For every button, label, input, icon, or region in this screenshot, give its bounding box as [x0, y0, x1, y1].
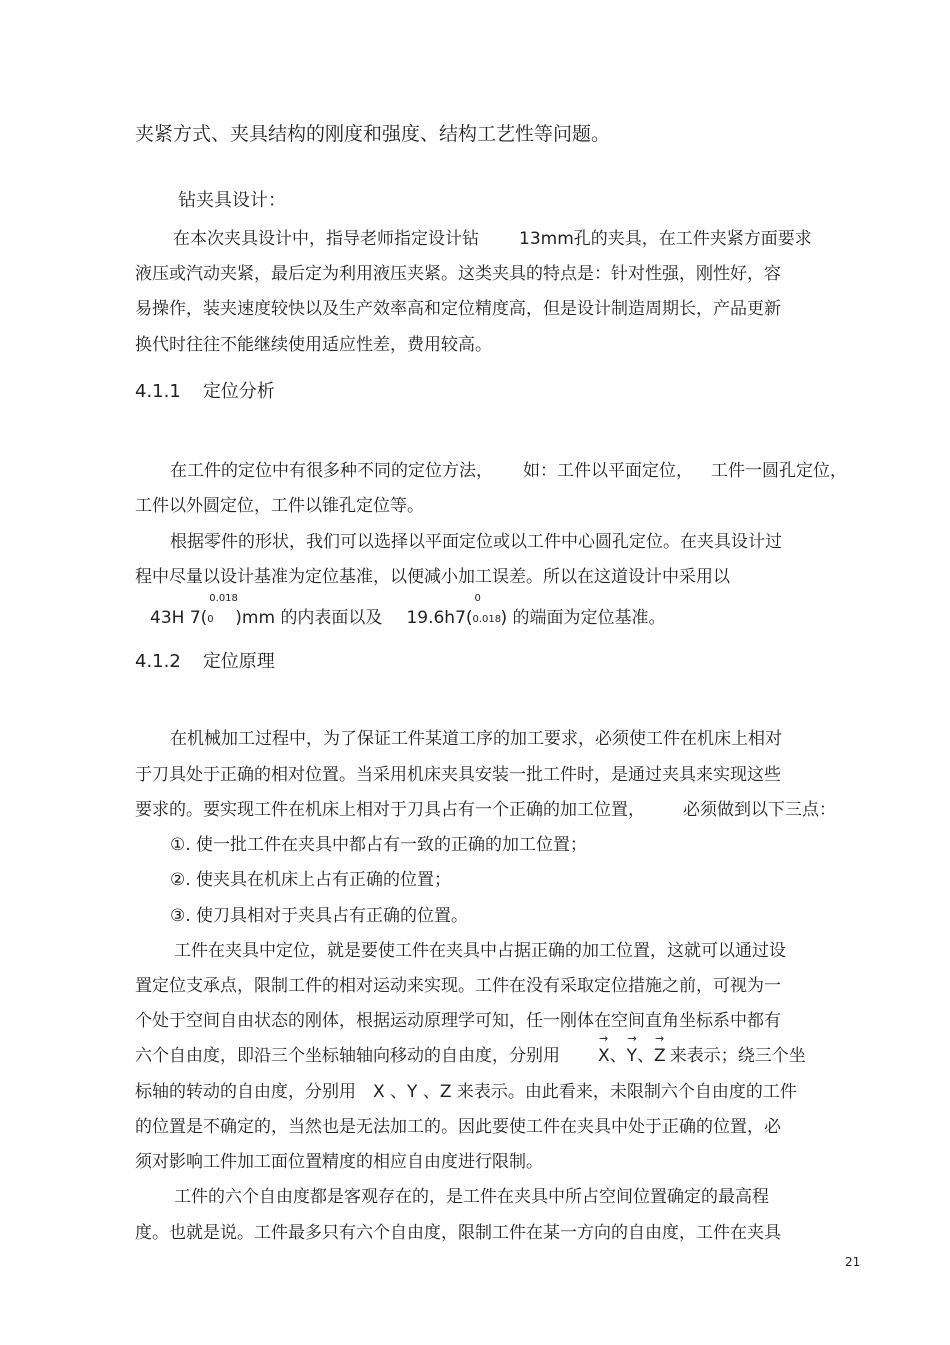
paragraph-line-vectors: 六个自由度，即沿三个坐标轴轴向移动的自由度，分别用 → X、 → Y、 → Z 来表示；绕三个坐 — [135, 1032, 806, 1066]
paragraph-line-tolerance: 43H 7( 0.018 0 )mm 的内表面以及 19.6h7( 0 0.018 ) 的端面为定位基准。 — [150, 593, 666, 628]
paragraph-line: 易操作，装夹速度较快以及生产效率高和定位精度高，但是设计制造周期长，产品更新 — [135, 299, 781, 319]
paragraph-line: 在机械加工过程中，为了保证工件某道工序的加工要求，必须使工件在机床上相对 — [170, 729, 782, 749]
vector-arrow-icon: → — [599, 1032, 609, 1045]
paragraph-line: 的位置是不确定的，当然也是无法加工的。因此要使工件在夹具中处于正确的位置，必 — [135, 1117, 781, 1137]
paragraph-line: 要求的。要实现工件在机床上相对于刀具占有一个正确的加工位置， 必须做到以下三点： — [135, 800, 836, 820]
list-item: ③. 使刀具相对于夹具占有正确的位置。 — [170, 906, 469, 926]
vector-arrow-icon: → — [655, 1032, 665, 1045]
paragraph-line: 工件以外圆定位，工件以锥孔定位等。 — [135, 496, 424, 516]
section-title-drill-fixture: 钻夹具设计： — [178, 190, 286, 211]
paragraph-line: 夹紧方式、夹具结构的刚度和强度、结构工艺性等问题。 — [135, 123, 611, 145]
paragraph-line: 根据零件的形状，我们可以选择以平面定位或以工件中心圆孔定位。在夹具设计过 — [170, 532, 782, 552]
tolerance-fraction: 0.018 0 — [207, 593, 238, 625]
paragraph-line: 程中尽量以设计基准为定位基准，以便减小加工误差。所以在这道设计中采用以 — [135, 567, 730, 587]
paragraph-line: 在工件的定位中有很多种不同的定位方法， 如：工件以平面定位， 工件一圆孔定位， — [170, 461, 847, 481]
paragraph-line: 工件在夹具中定位，就是要使工件在夹具中占据正确的加工位置，这就可以通过设 — [174, 941, 786, 961]
heading-4-1-2: 4.1.2 定位原理 — [135, 651, 275, 672]
paragraph-line: 标轴的转动的自由度，分别用 X 、Y 、Z 来表示。由此看来，未限制六个自由度的工件 — [135, 1082, 797, 1102]
paragraph-line: 液压或汽动夹紧，最后定为利用液压夹紧。这类夹具的特点是：针对性强，刚性好，容 — [135, 264, 781, 284]
vector-x: → X — [598, 1032, 610, 1066]
vector-y: → Y — [626, 1032, 638, 1066]
heading-4-1-1: 4.1.1 定位分析 — [135, 381, 275, 402]
paragraph-line: 度。也就是说。工件最多只有六个自由度，限制工件在某一方向的自由度，工件在夹具 — [135, 1223, 781, 1243]
paragraph-line: 个处于空间自由状态的刚体，根据运动原理学可知，任一刚体在空间直角坐标系中都有 — [135, 1011, 781, 1031]
vector-arrow-icon: → — [627, 1032, 637, 1045]
tolerance-fraction: 0 0.018 — [472, 593, 502, 625]
list-item: ①. 使一批工件在夹具中都占有一致的正确的加工位置； — [170, 835, 588, 855]
paragraph-line: 于刀具处于正确的相对位置。当采用机床夹具安装一批工件时，是通过夹具来实现这些 — [135, 765, 781, 785]
list-item: ②. 使夹具在机床上占有正确的位置； — [170, 870, 452, 890]
paragraph-line: 在本次夹具设计中，指导老师指定设计钻 13mm孔的夹具，在工件夹紧方面要求 — [173, 229, 812, 249]
vector-z: → Z — [654, 1032, 666, 1066]
paragraph-line: 置定位支承点，限制工件的相对运动来实现。工件在没有采取定位措施之前，可视为一 — [135, 976, 781, 996]
paragraph-line: 换代时往往不能继续使用适应性差，费用较高。 — [135, 335, 492, 355]
paragraph-line: 须对影响工件加工面位置精度的相应自由度进行限制。 — [135, 1152, 543, 1172]
paragraph-line: 工件的六个自由度都是客观存在的，是工件在夹具中所占空间位置确定的最高程 — [174, 1187, 769, 1207]
page-number: 21 — [845, 1255, 861, 1269]
